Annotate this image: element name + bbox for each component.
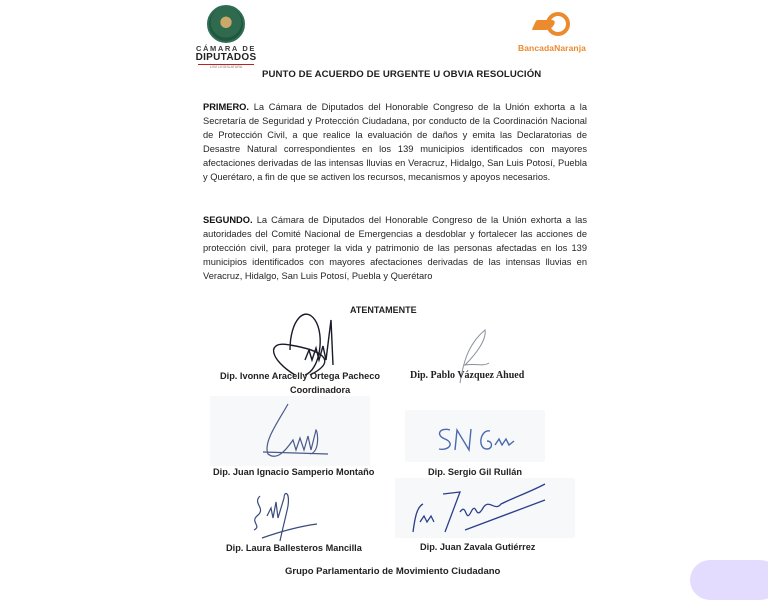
signature-ballesteros [242,486,332,542]
winged-circle-icon [532,10,572,42]
signatory-name: Dip. Pablo Vázquez Ahued [410,370,525,381]
purple-overlay-button [690,560,768,600]
signature-zavala [405,482,545,542]
footer-group-name: Grupo Parlamentario de Movimiento Ciudadano [285,566,501,577]
signatory-name: Dip. Sergio Gil Rullán [428,467,522,477]
signatory-name: Dip. Juan Ignacio Samperio Montaño [213,467,375,477]
signatory-name: Dip. Ivonne Aracelly Ortega Pacheco [220,371,380,381]
signature-ortega [250,300,390,380]
document-title: PUNTO DE ACUERDO DE URGENTE U OBVIA RESOLUCIÓN [262,69,542,80]
signatory-name: Dip. Laura Ballesteros Mancilla [226,543,362,553]
signatory-role: Coordinadora [290,385,351,395]
paragraph-text: La Cámara de Diputados del Honorable Congreso de la Unión exhorta a la Secretaría de Seguridad y Protección Ciudadana, por conducto de la Coordinación Nacional de Protección Civil, a que realice la evaluación de daños y emita las Declaratorias de Desastre Natural correspondientes en los 139 municipios identificados con mayores afectaciones derivadas de las intensas lluvias en Veracruz, Hidalgo, San Luis Potosí, Puebla y Querétaro, a fin de que se activen los recursos, mecanismos y apoyos necesarios. [203,102,587,183]
bancada-naranja-logo [512,10,592,56]
logo-line-2: DIPUTADOS [195,52,257,63]
paragraph-label: SEGUNDO. [203,215,253,225]
paragraph-label: PRIMERO. [203,102,249,112]
logo-line-1: CÁMARA DE [196,44,256,53]
signatory-name: Dip. Juan Zavala Gutiérrez [420,542,536,552]
seal-icon [207,5,245,43]
logo-text: BancadaNaranja [517,43,586,53]
logo-line-3: LXVI LEGISLATURA [198,64,254,69]
signature-samperio [258,402,338,464]
paragraph-segundo [203,213,587,283]
closing-text: ATENTAMENTE [350,305,417,315]
signature-gil [435,425,525,455]
camara-de-diputados-logo [176,5,276,69]
paragraph-text: La Cámara de Diputados del Honorable Congreso de la Unión exhorta a las autoridades del Comité Nacional de Emergencias a desdoblar y fortalecer las acciones de protección civil, para proteger la vida y patrimonio de las personas afectadas en los 139 municipios identificados con mayores afectaciones derivadas de las intensas lluvias en Veracruz, Hidalgo, San Luis Potosí, Puebla y Querétaro [203,215,587,282]
paragraph-primero [203,100,587,185]
